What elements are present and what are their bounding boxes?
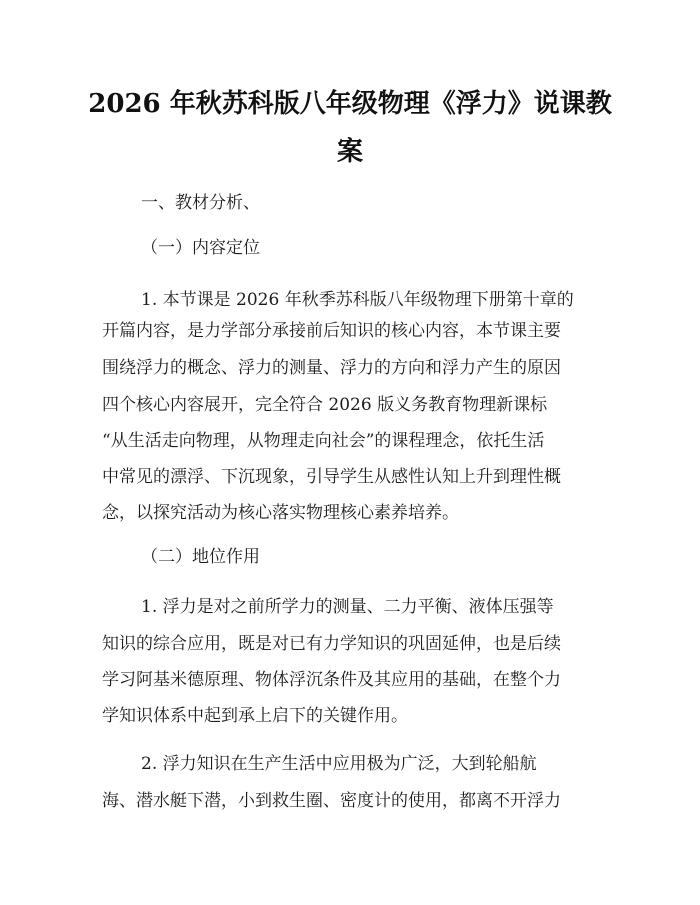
subsection-heading-content-positioning: （一）内容定位	[141, 238, 260, 258]
paragraph-line: 开篇内容，是力学部分承接前后知识的核心内容，本节课主要	[102, 321, 561, 341]
paragraph-line: “从生活走向物理，从物理走向社会”的课程理念，依托生活	[102, 431, 545, 451]
paragraph-line: 中常见的漂浮、下沉现象，引导学生从感性认知上升到理性概	[102, 467, 561, 487]
paragraph-line: 四个核心内容展开，完全符合 2026 版义务教育物理新课标	[102, 395, 548, 415]
paragraph-line: 念，以探究活动为核心落实物理核心素养培养。	[102, 503, 459, 523]
document-title-line-2: 案	[336, 137, 363, 167]
section-heading-teaching-material: 一、教材分析、	[141, 193, 260, 213]
paragraph-line: 学习阿基米德原理、物体浮沉条件及其应用的基础，在整个力	[102, 670, 561, 690]
paragraph-line: 围绕浮力的概念、浮力的测量、浮力的方向和浮力产生的原因	[102, 358, 561, 378]
paragraph-line: 海、潜水艇下潜，小到救生圈、密度计的使用，都离不开浮力	[102, 791, 561, 811]
paragraph-line: 学知识体系中起到承上启下的关键作用。	[102, 706, 408, 726]
paragraph-line: 知识的综合应用，既是对已有力学知识的巩固延伸，也是后续	[102, 634, 561, 654]
document-title-line-1: 2026 年秋苏科版八年级物理《浮力》说课教	[88, 89, 612, 119]
paragraph-line: 1. 本节课是 2026 年秋季苏科版八年级物理下册第十章的	[141, 290, 574, 310]
paragraph-line: 1. 浮力是对之前所学力的测量、二力平衡、液体压强等	[141, 597, 554, 617]
paragraph-line: 2. 浮力知识在生产生活中应用极为广泛，大到轮船航	[141, 754, 537, 774]
subsection-heading-position-role: （二）地位作用	[141, 547, 260, 567]
